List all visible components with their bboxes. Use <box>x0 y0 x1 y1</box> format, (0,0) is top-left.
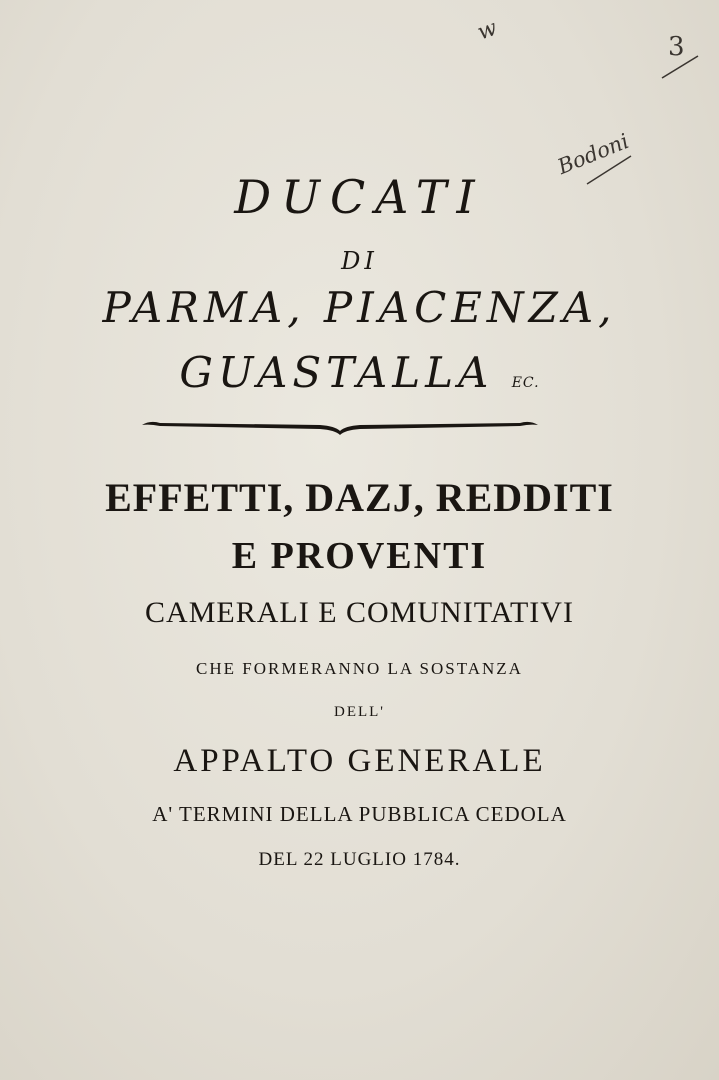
page-number-stroke <box>658 52 702 82</box>
heading-effetti: EFFETTI, DAZJ, REDDITI <box>105 475 614 520</box>
title-ec: EC. <box>511 375 540 391</box>
text-termini-cedola: A' TERMINI DELLA PUBBLICA CEDOLA <box>152 802 567 826</box>
margin-mark: w <box>474 15 501 46</box>
signature: Bodoni <box>554 128 633 180</box>
title-di: DI <box>341 247 378 275</box>
text-dell: DELL' <box>333 704 386 720</box>
title-ducati: DUCATI <box>234 170 485 224</box>
heading-camerali: CAMERALI E COMUNITATIVI <box>145 596 574 629</box>
text-date: DEL 22 LUGLIO 1784. <box>258 849 461 870</box>
page-number: 3 <box>668 32 685 62</box>
ornamental-rule <box>140 416 540 438</box>
text-formeranno: CHE FORMERANNO LA SOSTANZA <box>196 659 523 678</box>
title-parma-piacenza: PARMA, PIACENZA, <box>102 283 617 332</box>
heading-proventi: E PROVENTI <box>231 535 488 577</box>
title-guastalla: GUASTALLA <box>179 348 494 397</box>
heading-appalto-generale: APPALTO GENERALE <box>173 743 546 779</box>
title-guastalla-line <box>0 348 719 397</box>
